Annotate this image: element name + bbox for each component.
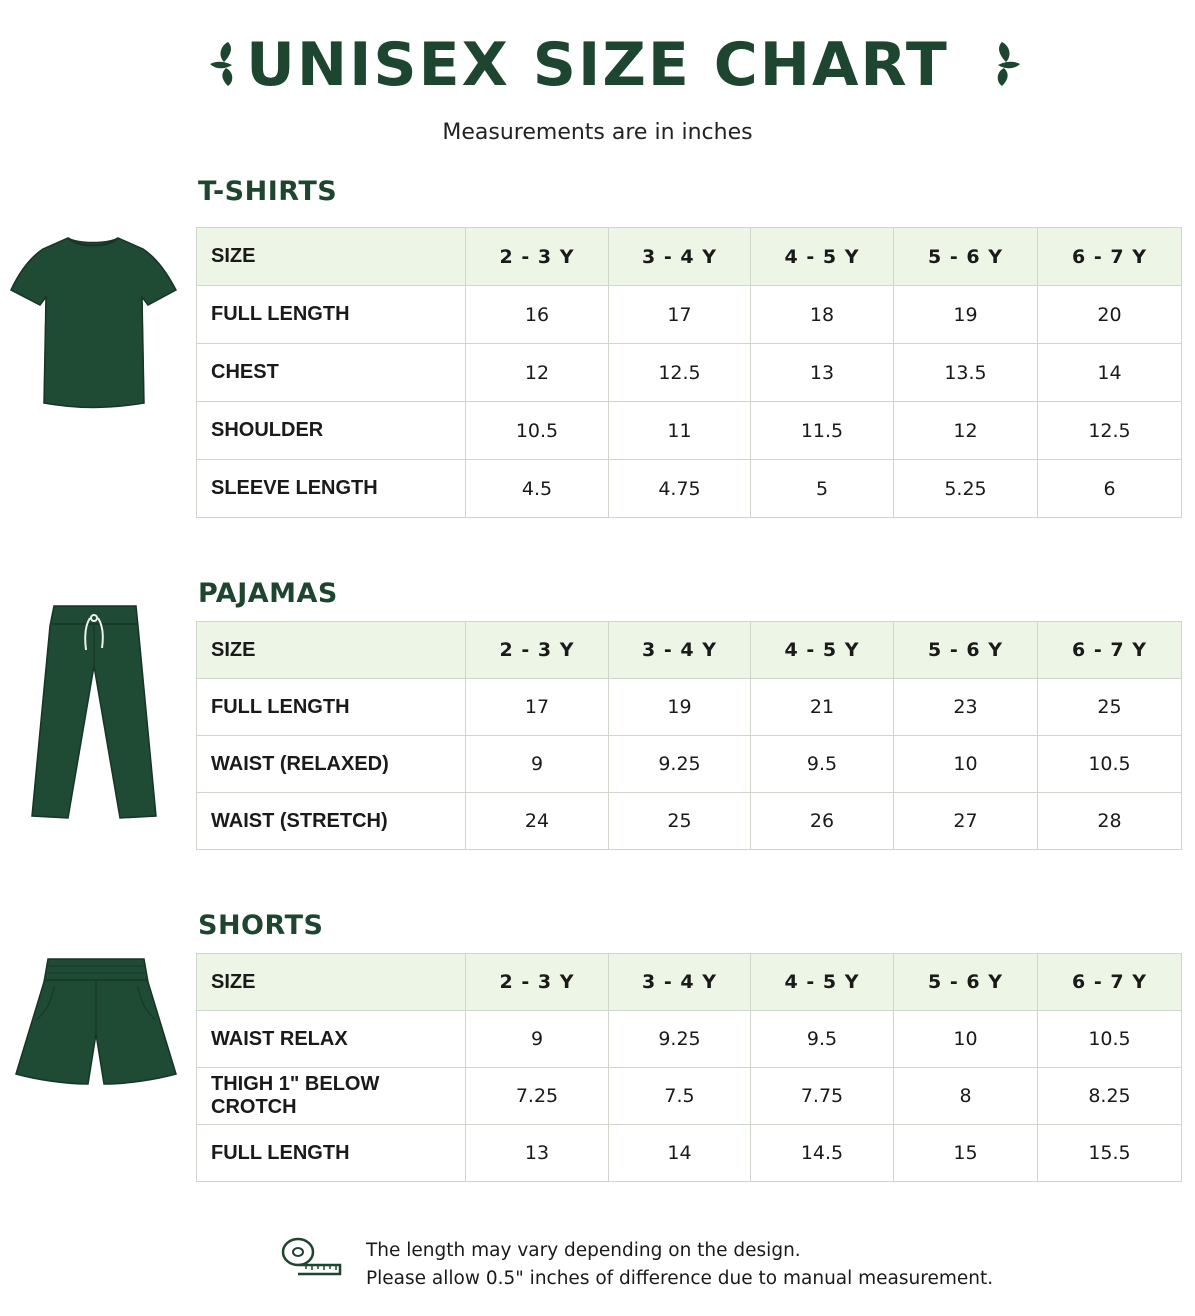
table-cell: 17 [466,679,609,736]
table-header-cell: 2 - 3 Y [466,228,609,286]
footer-note [366,1237,993,1293]
table-row-label: CHEST [197,344,466,402]
table-cell: 9.25 [609,1011,751,1068]
table-header-cell: SIZE [197,228,466,286]
table-row [197,1068,1182,1125]
table-cell: 11 [609,402,751,460]
table-header-cell: 6 - 7 Y [1038,228,1182,286]
table-cell: 15 [894,1125,1038,1182]
table-cell: 10 [894,736,1038,793]
table-row [197,1125,1182,1182]
table-cell: 15.5 [1038,1125,1182,1182]
table-cell: 4.75 [609,460,751,518]
table-header-cell: 4 - 5 Y [751,622,894,679]
table-header-cell: 6 - 7 Y [1038,622,1182,679]
table-header-cell: 3 - 4 Y [609,954,751,1011]
table-header-cell: 5 - 6 Y [894,228,1038,286]
table-row [197,793,1182,850]
table-cell: 9 [466,736,609,793]
table-row [197,402,1182,460]
table-cell: 19 [894,286,1038,344]
table-cell: 14.5 [751,1125,894,1182]
table-row-label: WAIST (RELAXED) [197,736,466,793]
table-cell: 13.5 [894,344,1038,402]
table-cell: 19 [609,679,751,736]
table-row-label: FULL LENGTH [197,1125,466,1182]
table-header-cell: SIZE [197,622,466,679]
table-cell: 25 [1038,679,1182,736]
table-cell: 27 [894,793,1038,850]
table-cell: 9 [466,1011,609,1068]
table-header-cell: 3 - 4 Y [609,622,751,679]
table-cell: 28 [1038,793,1182,850]
table-header-row [197,954,1182,1011]
table-cell: 11.5 [751,402,894,460]
shorts-icon [14,956,178,1088]
table-row-label: FULL LENGTH [197,679,466,736]
table-row [197,736,1182,793]
table-cell: 12.5 [609,344,751,402]
footer-note-line: Please allow 0.5" inches of difference due to manual measurement. [366,1268,994,1289]
table-header-cell: 6 - 7 Y [1038,954,1182,1011]
table-row [197,460,1182,518]
table-cell: 12 [466,344,609,402]
table-cell: 10.5 [466,402,609,460]
table-header-cell: SIZE [197,954,466,1011]
table-header-cell: 2 - 3 Y [466,622,609,679]
page-title: UNISEX SIZE CHART [246,30,949,100]
table-header-cell: 2 - 3 Y [466,954,609,1011]
table-cell: 17 [609,286,751,344]
table-cell: 14 [609,1125,751,1182]
table-cell: 9.5 [751,1011,894,1068]
table-cell: 25 [609,793,751,850]
table-row-label: SLEEVE LENGTH [197,460,466,518]
table-cell: 7.5 [609,1068,751,1125]
table-row [197,286,1182,344]
table-row-label: FULL LENGTH [197,286,466,344]
table-header-row [197,228,1182,286]
table-header-row [197,622,1182,679]
size-table-tshirts [196,227,1182,518]
table-row [197,1011,1182,1068]
table-cell: 9.5 [751,736,894,793]
table-cell: 14 [1038,344,1182,402]
table-header-cell: 4 - 5 Y [751,228,894,286]
leaf-ornament-icon [988,38,1024,90]
table-cell: 26 [751,793,894,850]
table-cell: 10.5 [1038,1011,1182,1068]
section-title-pajamas: PAJAMAS [198,578,338,609]
table-row [197,679,1182,736]
table-row-label: SHOULDER [197,402,466,460]
table-cell: 13 [466,1125,609,1182]
size-table-pajamas [196,621,1182,850]
table-cell: 6 [1038,460,1182,518]
table-cell: 8.25 [1038,1068,1182,1125]
table-cell: 7.75 [751,1068,894,1125]
table-cell: 16 [466,286,609,344]
footer-note-line: The length may vary depending on the design. [366,1240,801,1261]
pajama-pants-icon [28,604,160,822]
table-cell: 4.5 [466,460,609,518]
table-cell: 13 [751,344,894,402]
table-cell: 18 [751,286,894,344]
table-cell: 7.25 [466,1068,609,1125]
table-header-cell: 3 - 4 Y [609,228,751,286]
table-cell: 20 [1038,286,1182,344]
table-cell: 21 [751,679,894,736]
table-cell: 9.25 [609,736,751,793]
table-header-cell: 4 - 5 Y [751,954,894,1011]
table-row-label: WAIST RELAX [197,1011,466,1068]
table-cell: 23 [894,679,1038,736]
section-title-shorts: SHORTS [198,910,324,941]
table-cell: 10 [894,1011,1038,1068]
table-cell: 5 [751,460,894,518]
table-row-label: THIGH 1" BELOW CROTCH [197,1068,466,1125]
measuring-tape-icon [280,1234,344,1276]
table-cell: 12.5 [1038,402,1182,460]
table-cell: 8 [894,1068,1038,1125]
table-cell: 12 [894,402,1038,460]
size-table-shorts [196,953,1182,1182]
subtitle: Measurements are in inches [442,120,753,145]
table-row [197,344,1182,402]
table-cell: 10.5 [1038,736,1182,793]
table-row-label: WAIST (STRETCH) [197,793,466,850]
table-cell: 24 [466,793,609,850]
table-header-cell: 5 - 6 Y [894,954,1038,1011]
table-cell: 5.25 [894,460,1038,518]
tshirt-icon [8,235,178,410]
section-title-tshirts: T-SHIRTS [198,176,338,207]
table-header-cell: 5 - 6 Y [894,622,1038,679]
